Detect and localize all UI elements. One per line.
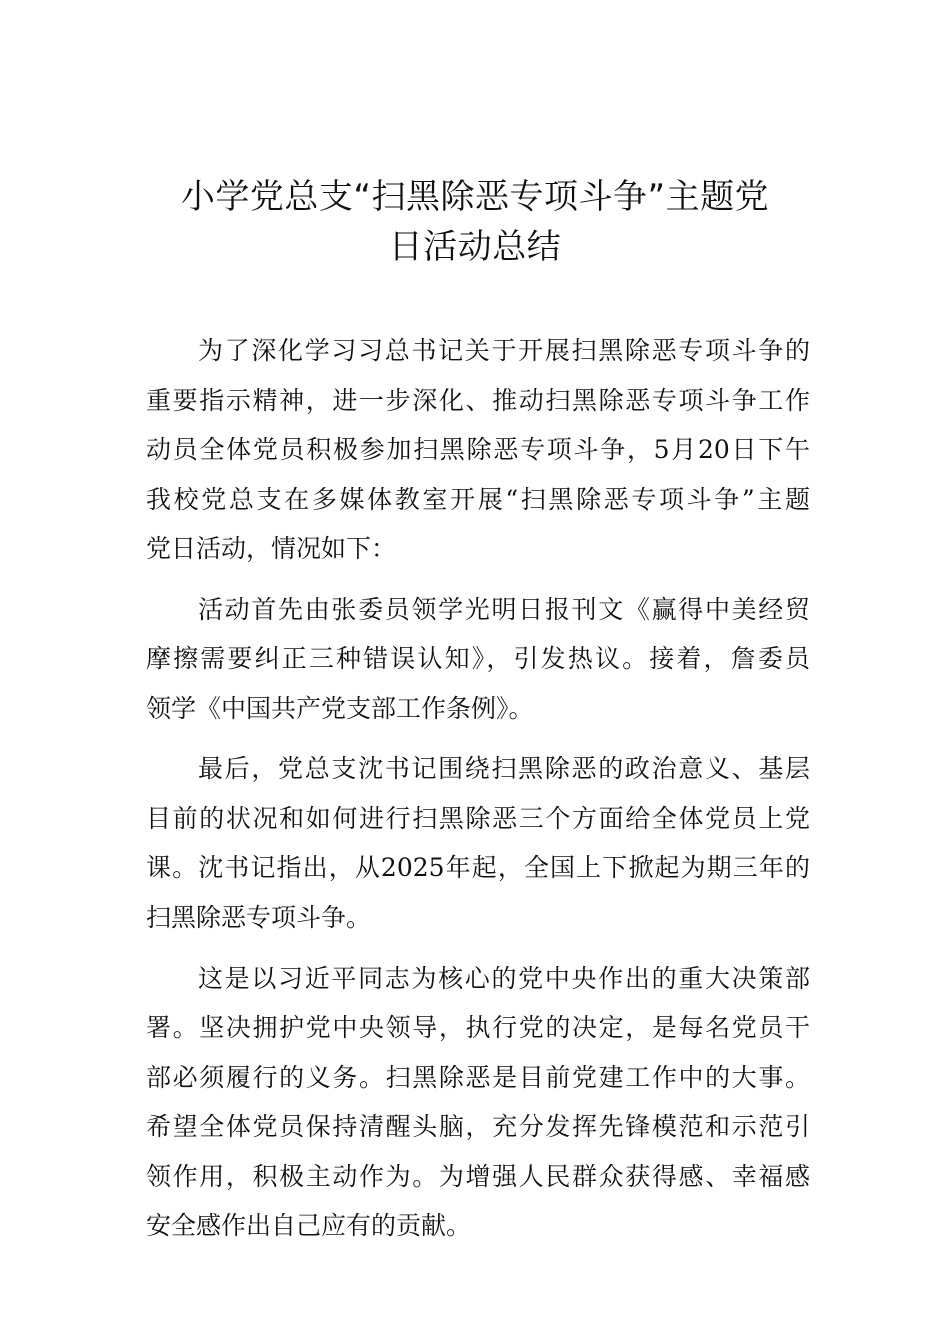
text-line: 党日活动，情况如下： [146, 534, 397, 563]
text-line: 重要指示精神，进一步深化、推动扫黑除恶专项斗争工作 [146, 385, 810, 415]
text-line: 希望全体党员保持清醒头脑，充分发挥先锋模范和示范引 [146, 1112, 810, 1142]
text-line: 动员全体党员积极参加扫黑除恶专项斗争，5月20日下午 [146, 435, 810, 464]
text-line: 目前的状况和如何进行扫黑除恶三个方面给全体党员上党 [146, 803, 810, 833]
paragraph-4 [146, 954, 810, 1251]
paragraph-2 [146, 585, 810, 734]
title-line-2: 日活动总结 [388, 227, 562, 267]
text-line: 为了深化学习习总书记关于开展扫黑除恶专项斗争的 [198, 336, 810, 365]
text-line: 领学《中国共产党支部工作条例》。 [146, 693, 534, 723]
paragraph-3 [146, 744, 810, 942]
title-line-1: 小学党总支“扫黑除恶专项斗争”主题党 [180, 177, 770, 217]
text-line: 这是以习近平同志为核心的党中央作出的重大决策部 [198, 963, 810, 993]
text-line: 最后，党总支沈书记围绕扫黑除恶的政治意义、基层 [198, 754, 810, 784]
document-body [146, 326, 810, 1262]
document-title [140, 172, 810, 272]
text-line: 领作用，积极主动作为。为增强人民群众获得感、幸福感 [146, 1161, 810, 1191]
paragraph-1 [146, 326, 810, 574]
text-line: 摩擦需要纠正三种错误认知》，引发热议。接着，詹委员 [146, 644, 810, 674]
text-line: 我校党总支在多媒体教室开展“扫黑除恶专项斗争”主题 [146, 484, 810, 514]
text-line: 课。沈书记指出，从2025年起，全国上下掀起为期三年的 [146, 853, 810, 883]
text-line: 活动首先由张委员领学光明日报刊文《赢得中美经贸 [198, 594, 810, 624]
text-line: 部必须履行的义务。扫黑除恶是目前党建工作中的大事。 [146, 1062, 810, 1092]
text-line: 安全感作出自己应有的贡献。 [146, 1211, 472, 1241]
text-line: 署。坚决拥护党中央领导，执行党的决定，是每名党员干 [146, 1013, 810, 1043]
text-line: 扫黑除恶专项斗争。 [146, 902, 372, 932]
